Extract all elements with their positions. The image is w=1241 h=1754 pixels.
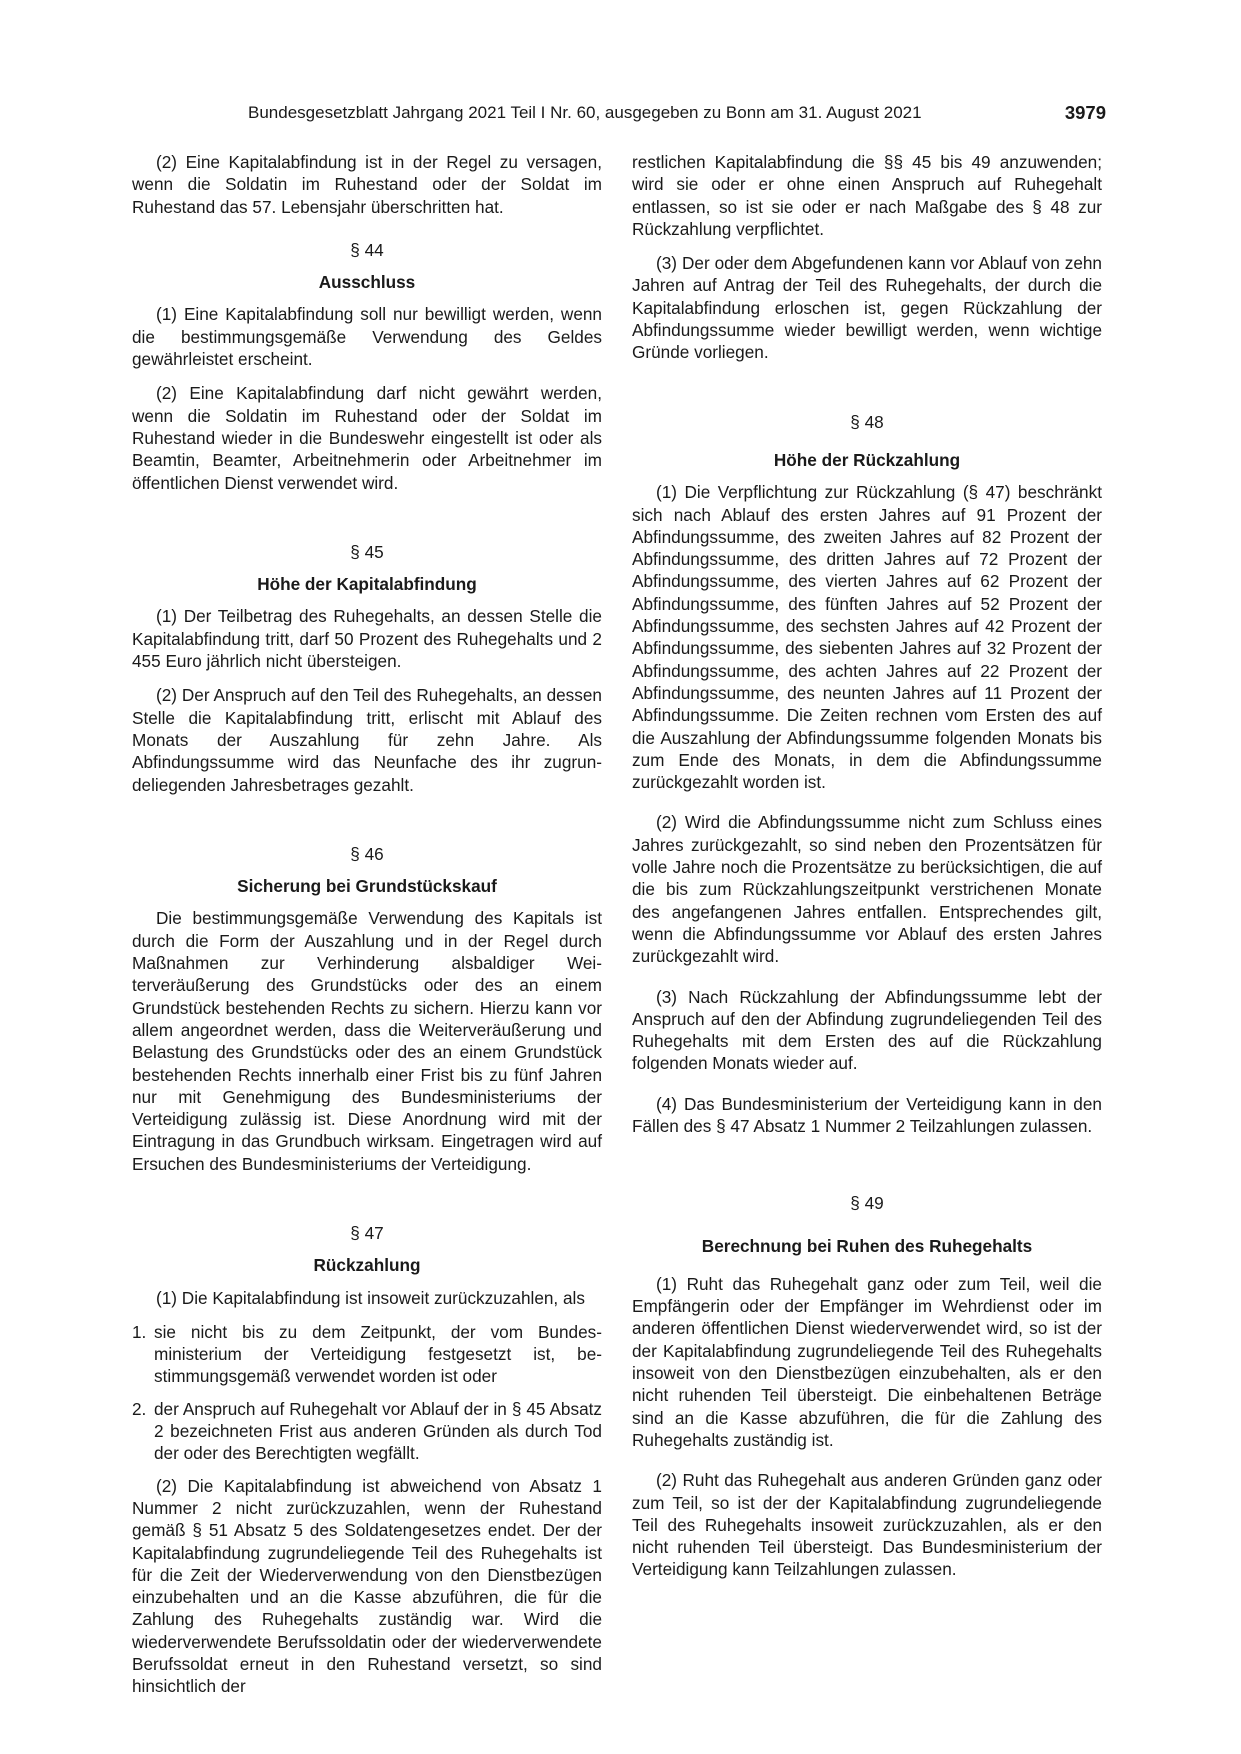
list-item-text: der Anspruch auf Ruhegehalt vor Ablauf der in § 45 Absatz 2 bezeichneten Frist aus anderen Gründen als durch Tod der oder des Berechtigten wegfällt. <box>154 1398 602 1464</box>
page-header <box>130 100 1106 126</box>
section-45-title: Höhe der Kapitalabfindung <box>257 574 477 595</box>
paragraph-44-1: (1) Eine Kapitalabfindung soll nur bewilligt werden, wenn die bestimmungsgemäße Verwendung des Geldes gewährleistet erscheint. <box>132 304 602 370</box>
section-48-title: Höhe der Rückzahlung <box>773 449 961 470</box>
section-48-number: § 48 <box>850 411 884 432</box>
section-49-title: Berechnung bei Ruhen des Ruhegehalts <box>701 1235 1033 1256</box>
paragraph-48-4: (4) Das Bundesministerium der Verteidigung kann in den Fällen des § 47 Absatz 1 Nummer 2 Teilzahlungen zulassen. <box>632 1093 1102 1136</box>
section-44-title: Ausschluss <box>318 272 416 293</box>
paragraph-47-2: (2) Die Kapitalabfindung ist abweichend von Absatz 1 Nummer 2 nicht zurückzuzahlen, wenn der Ruhestand gemäß § 51 Absatz 5 des Soldatengesetzes endet. Der der Kapitalabfindung zugrundeliegende Teil des Ruhegehalts ist für die Zeit der Wiederverwendung von den Dienstbezügen einzubehalten und an die Kasse abzuführen, die für die Zahlung des Ruhegehalts zuständig war. Wird die wiederverwendete Berufssoldatin oder der wiederverwendete Berufssoldat erneut in den Ruhestand versetzt, so sind hinsichtlich der <box>132 1475 602 1697</box>
list-item-text: sie nicht bis zu dem Zeitpunkt, der vom Bundesministerium der Verteidigung festgesetzt ist, bestimmungsgemäß verwendet worden ist oder <box>154 1321 602 1387</box>
paragraph-49-2: (2) Ruht das Ruhegehalt aus anderen Gründen ganz oder zum Teil, so ist der der Kapitalabfindung zugrundeliegende Teil des Ruhegehalts insoweit zurückzuzahlen, als er den nicht ruhenden Teil übersteigt. Das Bundesministerium der Verteidigung kann Teilzahlungen zulassen. <box>632 1470 1102 1580</box>
section-47-number: § 47 <box>350 1222 384 1243</box>
list-item <box>132 1321 602 1388</box>
paragraph-45-2: (2) Der Anspruch auf den Teil des Ruhegehalts, an dessen Stelle die Kapitalabfindung tritt, erlischt mit Ablauf des Monats der Auszahlung für zehn Jahre. Als Abfindungssumme wird das Neunfache des ihr zugrundeliegenden Jahresbetrages gezahlt. <box>132 685 602 795</box>
section-46-title: Sicherung bei Grundstückskauf <box>237 876 497 897</box>
paragraph-47-3: (3) Der oder dem Abgefundenen kann vor Ablauf von zehn Jahren auf Antrag der Teil des Ruhegehalts, der durch die Kapitalabfindung erloschen ist, gegen Rückzahlung der Abfindungssumme wieder bewilligt werden, wenn wichtige Gründe vorliegen. <box>632 253 1102 363</box>
paragraph-48-1: (1) Die Verpflichtung zur Rückzahlung (§ 47) beschränkt sich nach Ablauf des ersten Jahres auf 91 Prozent der Abfindungssumme, des zweiten Jahres auf 82 Prozent der Abfindungssumme, des dritten Jahres auf 72 Prozent der Abfindungssumme, des vierten Jahres auf 62 Prozent der Abfindungssumme, des fünften Jahres auf 52 Prozent der Abfindungssumme, des sechsten Jahres auf 42 Prozent der Abfindungssumme, des siebenten Jahres auf 32 Prozent der Abfindungssumme, des achten Jahres auf 22 Prozent der Abfindungssumme, des neunten Jahres auf 11 Prozent der Abfindungssumme. Die Zeiten rechnen vom Ersten des auf die Auszahlung der Abfindungssumme folgenden Monats bis zum Ende des Monats, in dem die Abfindungssumme zurückgezahlt worden ist. <box>632 482 1102 793</box>
section-47-title: Rückzahlung <box>313 1255 421 1276</box>
list-item-number: 1. <box>132 1321 147 1342</box>
paragraph-49-1: (1) Ruht das Ruhegehalt ganz oder zum Teil, weil die Empfängerin oder der Empfänger im Wehrdienst oder im anderen öffentlichen Dienst wiederverwendet wird, so ist der der Kapitalabfindung zugrundeliegende Teil des Ruhegehalts insoweit von den Dienstbezügen einzubehalten, als er den nicht ruhenden Teil übersteigt. Die einbehaltenen Beträge sind an die Kasse abzuführen, die für die Zahlung des Ruhegehalts zuständig ist. <box>632 1273 1102 1450</box>
list-item-number: 2. <box>132 1398 147 1419</box>
paragraph-47-2-continued: restlichen Kapitalabfindung die §§ 45 bis 49 anzuwenden; wird sie oder er ohne einen Anspruch auf Ruhegehalt entlassen, so ist sie oder er nach Maßgabe des § 48 zur Rückzahlung verpflichtet. <box>632 152 1102 239</box>
list-item <box>132 1398 602 1465</box>
paragraph-48-3: (3) Nach Rückzahlung der Abfindungssumme lebt der Anspruch auf den der Abfindung zugrundeliegenden Teil des Ruhegehalts mit dem Ersten des auf die Rückzahlung folgenden Monats wieder auf. <box>632 986 1102 1074</box>
paragraph-48-2: (2) Wird die Abfindungssumme nicht zum Schluss eines Jahres zurückgezahlt, so sind neben den Prozentsätzen für volle Jahre noch die Prozentsätze zu berücksichtigen, die auf die bis zum Rückzahlungszeitpunkt verstrichenen Monate des angefangenen Jahres entfallen. Entsprechendes gilt, wenn die Abfindungssumme vor Ablauf des ersten Jahres zurückgezahlt wird. <box>632 812 1102 967</box>
section-49-number: § 49 <box>850 1193 884 1214</box>
page-number: 3979 <box>1064 102 1106 123</box>
paragraph-44-2: (2) Eine Kapitalabfindung darf nicht gewährt werden, wenn die Soldatin im Ruhestand oder der Soldat im Ruhestand wieder in die Bundeswehr eingestellt ist oder als Beamtin, Beamter, Arbeitnehmerin oder Arbeitnehmer im öffentlichen Dienst verwendet wird. <box>132 383 602 493</box>
section-46-number: § 46 <box>350 843 384 864</box>
section-45-number: § 45 <box>350 541 384 562</box>
paragraph-46-1: Die bestimmungsgemäße Verwendung des Kapitals ist durch die Form der Auszahlung und in der Regel durch Maßnahmen zur Verhinderung alsbaldiger Weiterveräußerung des Grundstücks oder des an einem Grundstück bestehenden Rechts zu sichern. Hierzu kann vor allem angeordnet werden, dass die Weiterveräußerung und Belastung des Grundstücks oder des an einem Grundstück bestehenden Rechts innerhalb einer Frist bis zu fünf Jahren nur mit Genehmigung des Bundesministeriums der Verteidigung zulässig ist. Diese Anordnung wird mit der Eintragung in das Grundbuch wirksam. Eingetragen wird auf Ersuchen des Bundesministeriums der Verteidigung. <box>132 908 602 1174</box>
paragraph-47-1: (1) Die Kapitalabfindung ist insoweit zurückzuzahlen, als <box>156 1287 585 1308</box>
right-column <box>632 151 1102 1593</box>
section-44-number: § 44 <box>350 239 384 260</box>
section-47-list <box>132 1321 602 1465</box>
left-column <box>132 151 602 1710</box>
gazette-header-title: Bundesgesetzblatt Jahrgang 2021 Teil I Nr. 60, ausgegeben zu Bonn am 31. August 2021 <box>248 103 922 122</box>
paragraph-45-1: (1) Der Teilbetrag des Ruhegehalts, an dessen Stelle die Kapitalabfindung tritt, darf 50 Prozent des Ruhegehalts und 2 455 Euro jährlich nicht übersteigen. <box>132 606 602 672</box>
paragraph-43-2: (2) Eine Kapitalabfindung ist in der Regel zu versagen, wenn die Soldatin im Ruhestand oder der Soldat im Ruhestand das 57. Lebensjahr überschritten hat. <box>132 152 602 217</box>
